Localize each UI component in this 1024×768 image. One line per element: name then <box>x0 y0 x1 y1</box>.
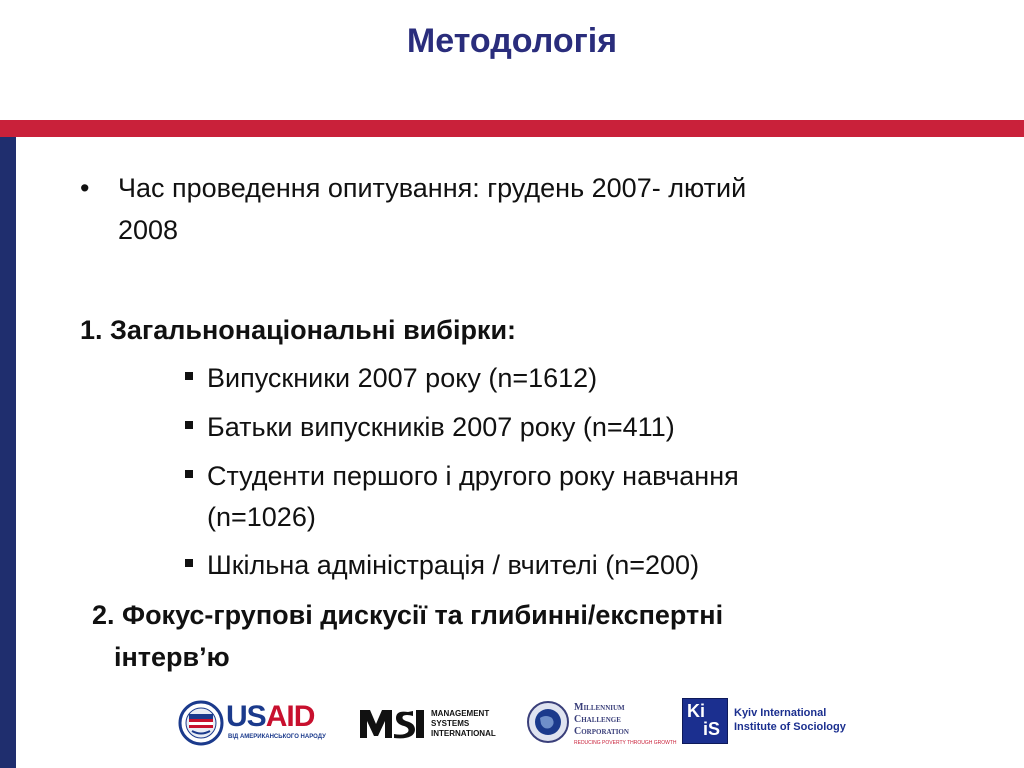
usaid-tagline: ВІД АМЕРИКАНСЬКОГО НАРОДУ <box>228 734 326 740</box>
kiis-mark-bottom: iS <box>703 719 721 739</box>
section-2-line-1: 2. Фокус-групові дискусії та глибинні/експертні <box>92 600 724 630</box>
usaid-logo <box>178 698 328 748</box>
mcc-tagline: REDUCING POVERTY THROUGH GROWTH <box>574 740 677 746</box>
kiis-line-1: Kyiv International <box>734 707 827 719</box>
square-bullet-icon <box>185 470 193 478</box>
partner-logos <box>0 690 1024 760</box>
mcc-line-3: Corporation <box>574 726 629 737</box>
kiis-mark-icon <box>682 698 728 744</box>
kiis-line-2: Institute of Sociology <box>734 721 846 733</box>
kiis-wordmark <box>734 706 846 734</box>
usaid-seal-icon <box>178 700 224 746</box>
square-bullet-icon <box>185 421 193 429</box>
msi-line-1: MANAGEMENT <box>431 709 490 718</box>
mcc-line-1: Millennium <box>574 702 625 713</box>
slide-title: Методологія <box>406 22 618 60</box>
msi-mark-icon <box>358 706 428 740</box>
section-2-line-2: інтерв’ю <box>114 642 230 672</box>
bullet-dot: • <box>80 173 90 203</box>
mcc-wordmark <box>574 702 629 738</box>
sample-item-4: Шкільна адміністрація / вчителі (n=200) <box>207 550 700 580</box>
mcc-logo <box>526 698 676 750</box>
msi-wordmark <box>431 709 496 739</box>
survey-time-line-2: 2008 <box>118 215 179 245</box>
msi-line-2: SYSTEMS <box>431 719 470 728</box>
square-bullet-icon <box>185 559 193 567</box>
msi-line-3: INTERNATIONAL <box>431 729 496 738</box>
msi-logo <box>358 706 508 746</box>
survey-time-line-1: Час проведення опитування: грудень 2007- лютий <box>118 173 747 203</box>
section-1-heading: 1. Загальнонаціональні вибірки: <box>80 315 517 345</box>
sample-item-2: Батьки випускників 2007 року (n=411) <box>207 412 675 442</box>
kiis-logo <box>682 698 862 744</box>
sample-item-3-line-1: Студенти першого і другого року навчання <box>207 461 739 491</box>
square-bullet-icon <box>185 372 193 380</box>
sample-item-1: Випускники 2007 року (n=1612) <box>207 363 598 393</box>
mcc-globe-icon <box>526 700 570 744</box>
usaid-wordmark: USAID <box>226 700 315 733</box>
sample-item-3-line-2: (n=1026) <box>207 502 316 532</box>
mcc-line-2: Challenge <box>574 714 621 725</box>
kiis-mark-top: Ki <box>687 701 705 721</box>
